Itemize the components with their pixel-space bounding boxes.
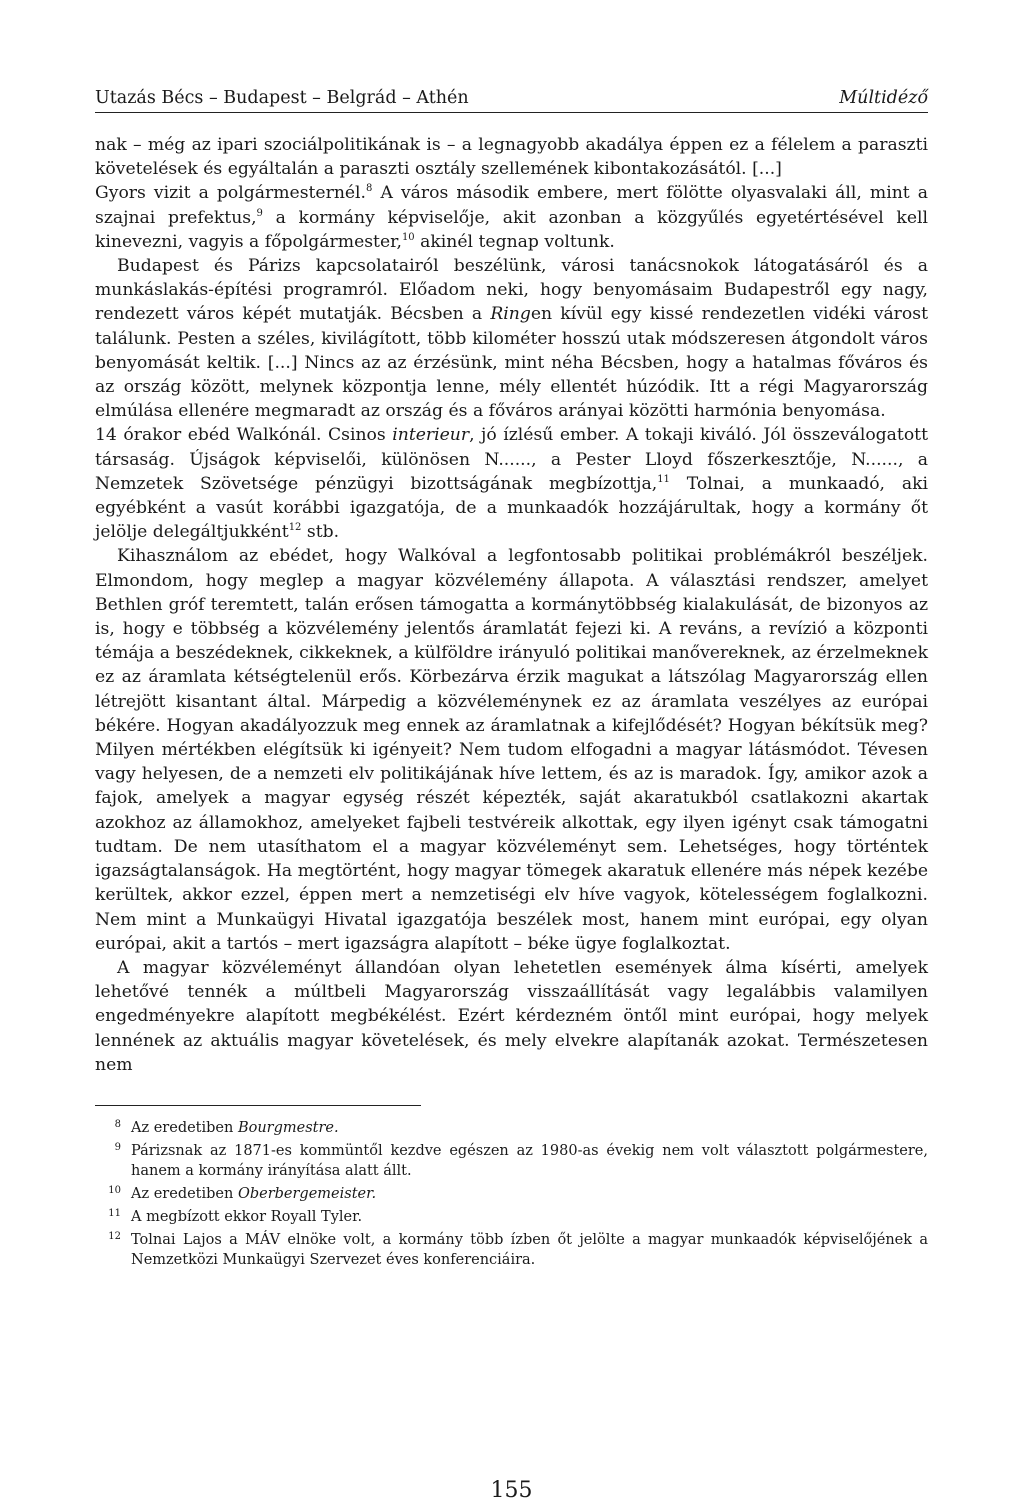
paragraph xyxy=(95,181,928,254)
body-text xyxy=(95,133,928,1077)
footnote-ref: 12 xyxy=(288,522,302,534)
book-page xyxy=(95,88,928,1503)
text-run: Az eredetiben xyxy=(131,1119,238,1136)
italic-text: interieur xyxy=(392,425,470,446)
text-run: Gyors vizit a polgármesternél. xyxy=(95,183,367,204)
footnote-ref: 8 xyxy=(366,183,373,195)
text-run: , jó ízlésű ember. A tokaji kiváló. Jól összeválogatott társaság. Újságok képviselői, különösen N......, a Pester Lloyd főszerkesztője, N......, a Nemzetek Szövetsége pénzügyi bizottságának megbízottja, xyxy=(95,425,928,494)
footnote-ref: 9 xyxy=(256,207,263,219)
italic-text: Oberbergemeister. xyxy=(237,1185,377,1202)
running-header-title: Utazás Bécs – Budapest – Belgrád – Athén xyxy=(95,88,469,108)
paragraph xyxy=(95,544,928,955)
footnote-text xyxy=(131,1184,928,1204)
text-run: Tolnai, a munkaadó, aki egyébként a vasút korábbi igazgatója, de a munkaadók hozzájárultak, hogy a kormány őt jelölje delegáltjukként xyxy=(95,473,928,543)
footnote xyxy=(95,1141,928,1181)
text-run: A magyar közvéleményt állandóan olyan lehetetlen események álma kísérti, amelyek lehetővé tennék a múltbeli Magyarország visszaállítását vagy legalábbis valamilyen engedményekre alapított megbékélést. Ezért kérdezném öntől mint európai, hogy melyek lennének az aktuális magyar követelések, és mely elvekre alapítanák azokat. Természetesen nem xyxy=(95,957,928,1075)
paragraph xyxy=(95,254,928,423)
text-run: Kihasználom az ebédet, hogy Walkóval a legfontosabb politikai problémákról beszéljek. Elmondom, hogy meglep a magyar közvélemény állapota. A választási rendszer, amelyet Bethlen gróf teremtett, talán erősen támogatta a kormánytöbbség kialakulását, de bizonyos az is, hogy e többség a közvélemény jelentős áramlatát fejezi ki. A reváns, a revízió a központi témája a beszédeknek, cikkeknek, a külföldre irányuló politikai manővereknek, az érzelmeknek ez az áramlata kétségtelenül erős. Körbezárva érzik magukat a látszólag Magyarország ellen létrejött kisantant által. Márpedig a közvéleménynek ez az áramlata veszélyes az európai békére. Hogyan akadályozzuk meg ennek az áramlatnak a kifejlődését? Hogyan békítsük meg? Milyen mértékben elégítsük ki igényeit? Nem tudom elfogadni a magyar látásmódot. Tévesen vagy helyesen, de a nemzeti elv politikájának híve lettem, és az is maradok. Így, amikor azok a fajok, amelyek a magyar egység részét képezték, saját akaratukból csatlakozni akartak azokhoz az államokhoz, amelyeket fajbeli testvéreik alkottak, egy ilyen igényt csak támogatni tudtam. De nem utasíthatom el a magyar közvéleményt sem. Lehetséges, hogy történtek igazságtalanságok. Ha megtörtént, hogy magyar tömegek akaratuk ellenére más népek kezébe kerültek, akkor ezzel, éppen mert a nemzetiségi elv híve vagyok, kötelességem foglalkozni. Nem mint a Munkaügyi Hivatal igazgatója beszélek most, hanem mint európai, egy olyan európai, akit a tartós – mert igazságra alapított – béke ügye foglalkoztat. xyxy=(95,546,928,954)
text-run: en kívül egy kissé rendezetlen vidéki várost találunk. Pesten a széles, kivilágított, több kilométer hosszú utak módszeresen átgondolt város benyomását keltik. [...] Nincs az az érzésünk, mint néha Bécsben, hogy a hatalmas főváros és az ország között, melynek központja lenne, mély ellentét húzódik. Itt a régi Magyarország elmúlása ellenére megmaradt az ország és a főváros arányai közötti harmónia benyomása. xyxy=(95,304,928,422)
paragraph xyxy=(95,133,928,181)
footnote xyxy=(95,1207,928,1227)
text-run: Budapest és Párizs kapcsolatairól beszélünk, városi tanácsnokok látogatásáról és a munkáslakás-építési programról. Előadom neki, hogy benyomásaim Budapestről egy nagy, rendezett város képét mutatják. Bécsben a xyxy=(95,256,928,325)
footnote-text xyxy=(131,1230,928,1270)
footnotes xyxy=(95,1118,928,1270)
footnote-ref: 10 xyxy=(401,231,415,243)
running-header xyxy=(95,88,928,113)
footnote-ref: 11 xyxy=(657,473,670,485)
text-run: Az eredetiben xyxy=(131,1185,238,1202)
text-run: Tolnai Lajos a MÁV elnöke volt, a kormány több ízben őt jelölte a magyar munkaadók képviselőjének a Nemzetközi Munkaügyi Szervezet éves konferenciáira. xyxy=(131,1231,928,1268)
footnote xyxy=(95,1230,928,1270)
text-run: stb. xyxy=(301,522,340,543)
footnote-divider xyxy=(95,1105,421,1106)
footnote-text xyxy=(131,1141,928,1181)
text-run: A megbízott ekkor Royall Tyler. xyxy=(131,1208,363,1225)
footnote-text xyxy=(131,1207,928,1227)
italic-text: Bourgmestre. xyxy=(237,1119,339,1136)
footnote-number: 12 xyxy=(108,1230,121,1242)
footnote-number: 11 xyxy=(108,1207,121,1219)
page-number: 155 xyxy=(490,1478,533,1503)
footnote-text xyxy=(131,1118,928,1138)
footnote xyxy=(95,1118,928,1138)
running-header-series: Múltidéző xyxy=(839,88,928,108)
text-run: Párizsnak az 1871-es kommüntől kezdve egészen az 1980-as évekig nem volt választott polgármestere, hanem a kormány irányítása alatt állt. xyxy=(131,1142,928,1179)
text-run: akinél tegnap voltunk. xyxy=(414,231,615,252)
italic-text: Ring xyxy=(490,304,531,325)
text-run: nak – még az ipari szociálpolitikának is – a legnagyobb akadálya éppen ez a félelem a paraszti követelések és egyáltalán a paraszti osztály szellemének kibontakozásától. [...] xyxy=(95,135,928,180)
paragraph xyxy=(95,423,928,544)
footnote-number: 9 xyxy=(114,1141,121,1153)
footnote-number: 8 xyxy=(114,1118,121,1130)
text-run: a kormány képviselője, akit azonban a közgyűlés egyetértésével kell kinevezni, vagyis a főpolgármester, xyxy=(95,207,928,252)
text-run: 14 órakor ebéd Walkónál. Csinos xyxy=(95,425,393,446)
footnote-number: 10 xyxy=(108,1184,121,1196)
text-run: A város második embere, mert fölötte olyasvalaki áll, mint a szajnai prefektus, xyxy=(95,183,928,228)
footnote xyxy=(95,1184,928,1204)
paragraph xyxy=(95,956,928,1077)
